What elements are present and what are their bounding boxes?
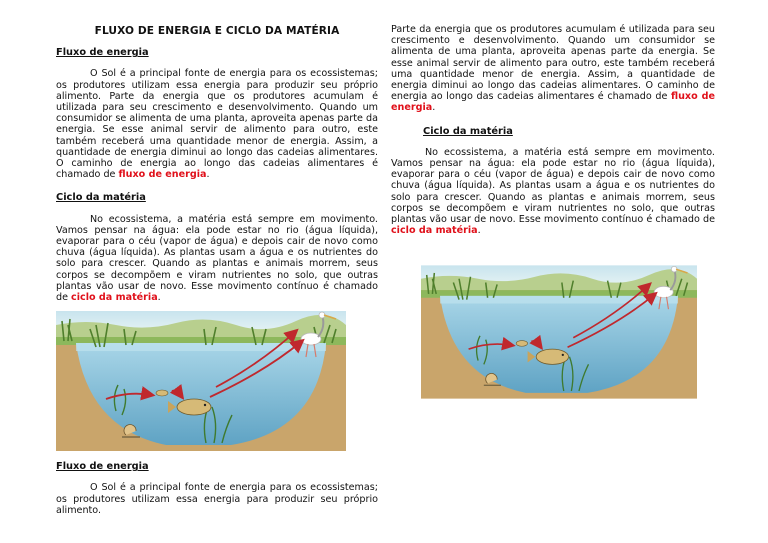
paragraph-fluxo-continued: Parte da energia que os produtores acumulam é utilizada para seu crescimento e desenvolvimento. Quando um consumidor se alimenta de uma planta, aproveita apenas parte da energia. Se esse animal servir de alimento para outro, este também receberá uma quantidade menor de energia. Assim, a quantidade de energia diminui ao longo das cadeias alimentares. O caminho de energia ao longo das cadeias alimentares é chamado de fluxo de energia.: [391, 24, 715, 114]
section-heading-fluxo-repeat: Fluxo de energia: [56, 461, 149, 473]
left-column: [56, 0, 378, 516]
right-column: [391, 0, 715, 400]
paragraph-ciclo: No ecossistema, a matéria está sempre em movimento. Vamos pensar na água: ela pode estar no rio (água líquida), evaporar para o céu (vapor de água) e depois cair de novo como chuva (água líquida). As plantas usam a água e os nutrientes do solo para crescer. Quando as plantas e animais morrem, seus corpos se decompõem e viram nutrientes no solo, que outras plantas vão usar de novo. Esse movimento contínuo é chamado de ciclo da matéria.: [56, 213, 378, 304]
section-heading-ciclo-right: Ciclo da matéria: [423, 125, 513, 137]
section-heading-fluxo: Fluxo de energia: [56, 47, 149, 59]
paragraph-ciclo-right: No ecossistema, a matéria está sempre em movimento. Vamos pensar na água: ela pode estar no rio (água líquida), evaporar para o céu (vapor de água) e depois cair de novo como chuva (água líquida). As plantas usam a água e os nutrientes do solo para crescer. Quando as plantas e animais morrem, seus corpos se decompõem e viram nutrientes no solo, que outras plantas vão usar de novo. Esse movimento contínuo é chamado de ciclo da matéria.: [391, 146, 715, 237]
highlight-fluxo: fluxo de energia: [118, 169, 207, 181]
section-heading-ciclo: Ciclo da matéria: [56, 192, 146, 204]
pond-illustration-right: [421, 264, 697, 400]
page-title: FLUXO DE ENERGIA E CICLO DA MATÉRIA: [94, 25, 340, 37]
paragraph-fluxo: O Sol é a principal fonte de energia para os ecossistemas; os produtores utilizam essa energia para produzir seu próprio alimento. Parte da energia que os produtores acumulam é utilizada para seu crescimento e desenvolvimento. Quando um consumidor se alimenta de uma planta, aproveita apenas parte da energia. Se esse animal servir de alimento para outro, este também receberá uma quantidade menor de energia. Assim, a quantidade de energia diminui ao longo das cadeias alimentares. O caminho de energia ao longo das cadeias alimentares é chamado de fluxo de energia.: [56, 68, 378, 181]
highlight-ciclo: ciclo da matéria: [71, 292, 158, 304]
highlight-ciclo-right: ciclo da matéria: [391, 225, 478, 237]
paragraph-fluxo-repeat: O Sol é a principal fonte de energia para os ecossistemas; os produtores utilizam essa energia para produzir seu próprio alimento.: [56, 482, 378, 516]
highlight-fluxo-right: fluxo de energia: [391, 91, 715, 114]
pond-illustration: [56, 311, 346, 451]
